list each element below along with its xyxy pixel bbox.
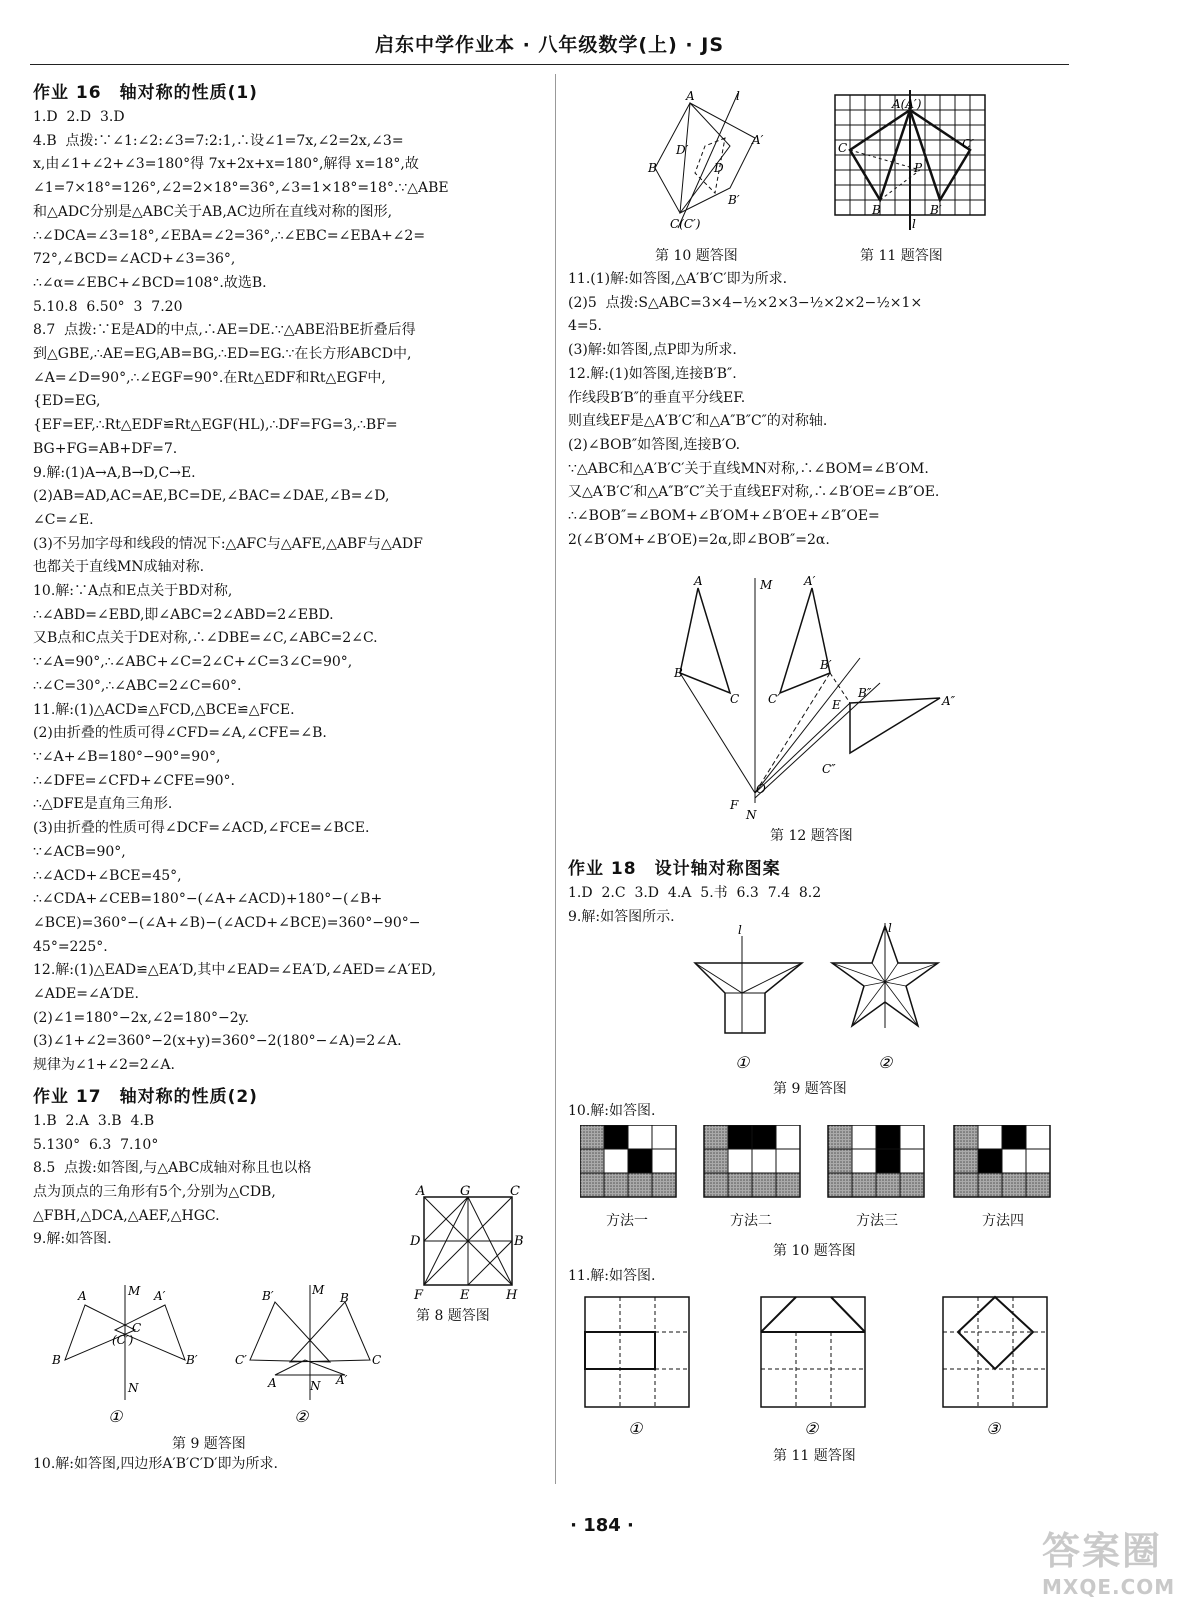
answer-line: ∵△ABC和△A′B′C′关于直线MN对称,∴∠BOM=∠B′OM. xyxy=(568,460,929,477)
svg-text:C: C xyxy=(838,141,848,155)
svg-text:A: A xyxy=(686,89,695,103)
svg-text:C: C xyxy=(510,1184,520,1199)
svg-text:C: C xyxy=(132,1321,142,1335)
figure-18-q10 xyxy=(580,1125,1060,1205)
answer-line: ∴∠DCA=∠3=18°,∠EBA=∠2=36°,∴∠EBC=∠EBA+∠2= xyxy=(33,227,426,244)
answer-line: ∴∠ABD=∠EBD,即∠ABC=2∠ABD=2∠EBD. xyxy=(33,606,334,623)
svg-text:l: l xyxy=(888,921,892,935)
answer-line: 规律为∠1+∠2=2∠A. xyxy=(33,1057,175,1074)
answer-line: 5.10.8 6.50° 3 7.20 xyxy=(33,298,183,315)
svg-text:C′: C′ xyxy=(962,137,974,151)
svg-text:B: B xyxy=(872,203,881,217)
answer-line: ∵∠ACB=90°, xyxy=(33,843,126,860)
figure-18-q9-label-1: ① xyxy=(735,1053,750,1072)
answer-line: 1.B 2.A 3.B 4.B xyxy=(33,1112,155,1129)
figure-q9 xyxy=(40,1280,410,1430)
svg-text:O: O xyxy=(756,782,766,796)
column-divider xyxy=(555,74,556,1484)
svg-text:M: M xyxy=(760,578,773,592)
answer-line: ∠BCE)=360°−(∠A+∠B)−(∠ACD+∠BCE)=360°−90°− xyxy=(33,914,421,931)
answer-line: 11.解:(1)△ACD≌△FCD,△BCE≌△FCE. xyxy=(33,701,295,718)
answer-line: 12.解:(1)如答图,连接B′B″. xyxy=(568,365,737,382)
q11-intro: 11.解:如答图. xyxy=(568,1268,656,1284)
svg-text:C: C xyxy=(372,1353,382,1367)
caption-q11: 第 11 题答图 xyxy=(860,248,943,264)
answer-line: (3)由折叠的性质可得∠DCF=∠ACD,∠FCE=∠BCE. xyxy=(33,820,370,837)
page-header: 启东中学作业本 · 八年级数学(上) · JS xyxy=(30,30,1069,65)
svg-text:D′: D′ xyxy=(676,143,689,157)
answer-line: ∠ADE=∠A′DE. xyxy=(33,986,139,1003)
answer-line: 8.7 点拨:∵E是AD的中点,∴AE=DE.∵△ABE沿BE折叠后得 xyxy=(33,322,416,339)
svg-text:F: F xyxy=(414,1288,424,1303)
answer-line: 4=5. xyxy=(568,318,602,335)
svg-text:B′: B′ xyxy=(262,1289,274,1303)
answer-line: (2)由折叠的性质可得∠CFD=∠A,∠CFE=∠B. xyxy=(33,725,327,742)
svg-text:A′: A′ xyxy=(804,574,816,588)
answer-line: {EF=EF,∴Rt△EDF≌Rt△EGF(HL),∴DF=FG=3,∴BF= xyxy=(33,417,398,434)
svg-text:l: l xyxy=(738,923,742,937)
svg-text:l: l xyxy=(736,89,740,103)
svg-text:A: A xyxy=(416,1184,426,1199)
method-label-4: 方法四 xyxy=(982,1213,1024,1229)
svg-text:B: B xyxy=(674,666,683,680)
answer-line: 也都关于直线MN成轴对称. xyxy=(33,559,205,576)
svg-text:N: N xyxy=(128,1381,139,1395)
figure-18-q11-label-3: ③ xyxy=(986,1419,1001,1438)
svg-text:C′: C′ xyxy=(235,1353,247,1367)
figure-18-q11 xyxy=(580,1292,1060,1442)
answer-line: 11.(1)解:如答图,△A′B′C′即为所求. xyxy=(568,271,788,287)
answer-line: 1.D 2.D 3.D xyxy=(33,109,125,125)
answer-line: 作线段B′B″的垂直平分线EF. xyxy=(568,389,746,406)
svg-text:C(C′): C(C′) xyxy=(670,217,701,231)
answer-line: ∠C=∠E. xyxy=(33,511,94,528)
caption-q10: 第 10 题答图 xyxy=(655,248,738,264)
section-16-answers xyxy=(33,106,543,1078)
answer-line: 2(∠B′OM+∠B′OE)=2α,即∠BOB″=2α. xyxy=(568,531,830,548)
answer-line: (3)∠1+∠2=360°−2(x+y)=360°−2(180°−∠A)=2∠A. xyxy=(33,1033,402,1050)
svg-text:N: N xyxy=(746,808,757,822)
caption-18-q10: 第 10 题答图 xyxy=(773,1243,856,1259)
svg-text:A′: A′ xyxy=(752,133,764,147)
answer-line: (2)5 点拨:S△ABC=3×4−½×2×3−½×2×2−½×1× xyxy=(568,294,923,311)
svg-text:C: C xyxy=(730,692,740,706)
svg-text:B: B xyxy=(648,161,657,175)
answer-line: 到△GBE,∴AE=EG,AB=BG,∴ED=EG.∵在长方形ABCD中, xyxy=(33,346,412,363)
answer-line: (2)AB=AD,AC=AE,BC=DE,∠BAC=∠DAE,∠B=∠D, xyxy=(33,488,390,505)
section-18-title: 作业 18 设计轴对称图案 xyxy=(568,859,781,879)
answer-line: 72°,∠BCD=∠ACD+∠3=36°, xyxy=(33,251,236,268)
answer-line: ∴∠C=30°,∴∠ABC=2∠C=60°. xyxy=(33,677,242,694)
answer-line: 又△A′B′C′和△A″B″C″关于直线EF对称,∴∠B′OE=∠B″OE. xyxy=(568,484,940,501)
svg-text:B′: B′ xyxy=(930,203,942,217)
figure-q8 xyxy=(408,1183,528,1305)
caption-q12: 第 12 题答图 xyxy=(770,828,853,844)
figure-q11-grid xyxy=(830,90,990,240)
svg-text:A″: A″ xyxy=(942,694,956,708)
answer-line: 10.解:∵A点和E点关于BD对称, xyxy=(33,583,233,600)
answer-line: 则直线EF是△A′B′C′和△A″B″C″的对称轴. xyxy=(568,413,828,430)
answer-line: (2)∠BOB″如答图,连接B′O. xyxy=(568,436,741,453)
svg-text:H: H xyxy=(506,1288,518,1303)
answer-line: (2)∠1=180°−2x,∠2=180°−2y. xyxy=(33,1009,250,1026)
answer-line: (3)解:如答图,点P即为所求. xyxy=(568,342,737,359)
q10-answer: 10.解:如答图,四边形A′B′C′D′即为所求. xyxy=(33,1456,278,1472)
answer-line: △FBH,△DCA,△AEF,△HGC. xyxy=(33,1207,220,1224)
svg-text:B″: B″ xyxy=(858,686,872,700)
svg-text:E: E xyxy=(460,1288,470,1303)
svg-text:B: B xyxy=(514,1234,524,1249)
watermark-logo-text: 答案圈 xyxy=(1042,1529,1163,1573)
answer-line: ∠A=∠D=90°,∴∠EGF=90°.在Rt△EDF和Rt△EGF中, xyxy=(33,369,386,386)
method-label-3: 方法三 xyxy=(856,1213,898,1229)
answer-line: 4.B 点拨:∵∠1:∠2:∠3=7:2:1,∴设∠1=7x,∠2=2x,∠3= xyxy=(33,132,404,149)
answer-line: (3)不另加字母和线段的情况下:△AFC与△AFE,△ABF与△ADF xyxy=(33,535,423,552)
answer-line: 1.D 2.C 3.D 4.A 5.书 6.3 7.4 8.2 xyxy=(568,885,822,901)
figure-18-q9 xyxy=(690,918,950,1078)
answer-line: ∴∠DFE=∠CFD+∠CFE=90°. xyxy=(33,772,236,789)
svg-text:A: A xyxy=(268,1376,277,1390)
answer-line: 9.解:如答图所示. xyxy=(568,908,675,925)
method-label-2: 方法二 xyxy=(730,1213,772,1229)
answer-line: BG+FG=AB+DF=7. xyxy=(33,440,178,457)
answer-line: ∵∠A=90°,∴∠ABC+∠C=2∠C+∠C=3∠C=90°, xyxy=(33,654,353,671)
svg-text:C′: C′ xyxy=(768,692,780,706)
svg-text:N: N xyxy=(310,1379,321,1393)
answer-line: x,由∠1+∠2+∠3=180°得 7x+2x+x=180°,解得 x=18°,故 xyxy=(33,156,419,173)
answer-line: 8.5 点拨:如答图,与△ABC成轴对称且也以格 xyxy=(33,1160,312,1177)
svg-text:(C′): (C′) xyxy=(112,1333,134,1347)
figure-18-q11-label-1: ① xyxy=(628,1419,643,1438)
caption-q9: 第 9 题答图 xyxy=(172,1436,246,1452)
svg-text:B: B xyxy=(52,1353,61,1367)
page-number: · 184 · xyxy=(570,1515,634,1536)
answer-line: ∴∠α=∠EBC+∠BCD=108°.故选B. xyxy=(33,274,267,291)
section-16-title: 作业 16 轴对称的性质(1) xyxy=(33,83,258,103)
svg-text:E: E xyxy=(832,698,841,712)
q10-intro: 10.解:如答图. xyxy=(568,1103,656,1119)
svg-text:F: F xyxy=(730,798,739,812)
answer-line: ∴△DFE是直角三角形. xyxy=(33,796,173,813)
section-17-answers xyxy=(33,1110,413,1252)
answer-line: 9.解:(1)A→A,B→D,C→E. xyxy=(33,464,196,481)
figure-q9-label-2: ② xyxy=(294,1407,309,1426)
answer-line: 5.130° 6.3 7.10° xyxy=(33,1136,159,1153)
svg-text:A: A xyxy=(694,574,703,588)
answer-line: 45°=225°. xyxy=(33,938,108,955)
caption-18-q11: 第 11 题答图 xyxy=(773,1448,856,1464)
answer-line: {ED=EG, xyxy=(33,393,101,410)
answer-line: 和△ADC分别是△ABC关于AB,AC边所在直线对称的图形, xyxy=(33,203,393,220)
left-column xyxy=(33,74,543,1252)
watermark xyxy=(1042,1520,1175,1599)
figure-q9-label-1: ① xyxy=(108,1407,123,1426)
svg-text:M: M xyxy=(128,1284,141,1298)
answer-line: 9.解:如答图. xyxy=(33,1231,112,1248)
svg-text:B′: B′ xyxy=(728,193,740,207)
answer-line: 12.解:(1)△EAD≌△EA′D,其中∠EAD=∠EA′D,∠AED=∠A′ED, xyxy=(33,962,437,979)
watermark-url: MXQE.COM xyxy=(1042,1575,1176,1599)
svg-text:G: G xyxy=(460,1184,471,1199)
figure-18-q9-label-2: ② xyxy=(878,1053,893,1072)
caption-18-q9: 第 9 题答图 xyxy=(773,1081,847,1097)
svg-text:l: l xyxy=(912,217,916,231)
svg-text:B′: B′ xyxy=(820,658,832,672)
svg-text:C″: C″ xyxy=(822,762,836,776)
answer-line: ∴∠CDA+∠CEB=180°−(∠A+∠ACD)+180°−(∠B+ xyxy=(33,891,383,908)
svg-text:A(A′): A(A′) xyxy=(892,97,922,111)
svg-text:D: D xyxy=(714,161,724,175)
answer-line: ∠1=7×18°=126°,∠2=2×18°=36°,∠3=1×18°=18°.∵△ABE xyxy=(33,180,449,197)
svg-text:D: D xyxy=(410,1234,421,1249)
section-17-title: 作业 17 轴对称的性质(2) xyxy=(33,1086,258,1107)
svg-text:M: M xyxy=(312,1283,325,1297)
svg-text:A′: A′ xyxy=(336,1373,348,1387)
right-column-upper xyxy=(568,268,1078,552)
answer-line: ∴∠ACD+∠BCE=45°, xyxy=(33,867,182,884)
method-label-1: 方法一 xyxy=(606,1213,648,1229)
caption-q8: 第 8 题答图 xyxy=(416,1308,490,1324)
figure-q10 xyxy=(640,88,770,238)
answer-line: 又B点和C点关于DE对称,∴∠DBE=∠C,∠ABC=2∠C. xyxy=(33,630,378,647)
figure-18-q11-label-2: ② xyxy=(804,1419,819,1438)
answer-line: ∴∠BOB″=∠BOM+∠B′OM+∠B′OE+∠B″OE= xyxy=(568,508,880,525)
svg-text:A: A xyxy=(78,1289,87,1303)
answer-line: ∵∠A+∠B=180°−90°=90°, xyxy=(33,748,221,765)
svg-text:B: B xyxy=(340,1291,349,1305)
answer-line: 点为顶点的三角形有5个,分别为△CDB, xyxy=(33,1183,276,1200)
svg-text:B′: B′ xyxy=(186,1353,198,1367)
figure-q12 xyxy=(670,573,970,823)
svg-text:A′: A′ xyxy=(154,1289,166,1303)
svg-text:P: P xyxy=(914,161,923,175)
